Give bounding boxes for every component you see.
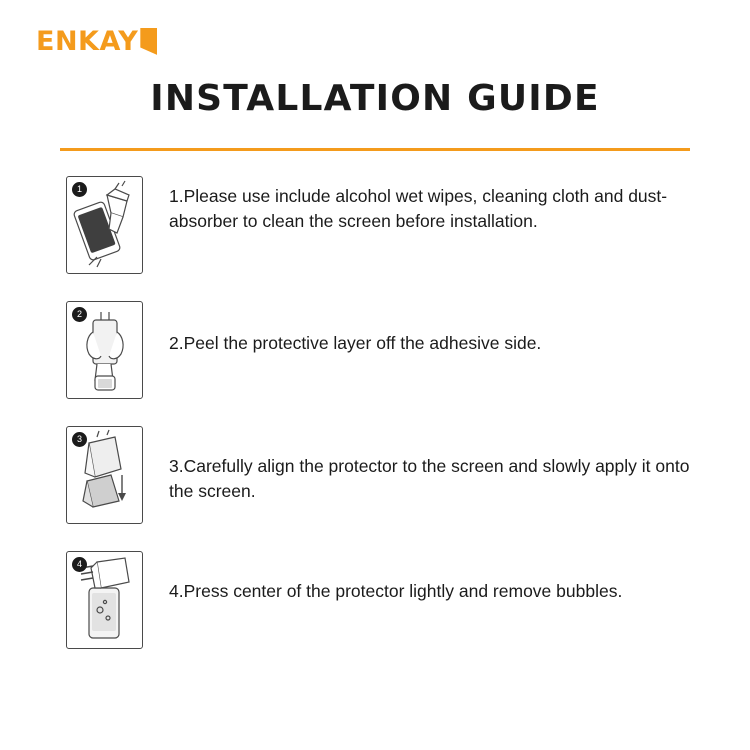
- step-body: Press center of the protector lightly and remove bubbles.: [183, 581, 623, 601]
- step-illustration: [66, 426, 143, 524]
- step-badge: 2: [72, 307, 87, 322]
- step-number: 1.: [169, 186, 184, 206]
- step-number: 3.: [169, 456, 184, 476]
- step-illustration: [66, 551, 143, 649]
- flag-mark-icon: [140, 28, 157, 55]
- step-text: [169, 551, 718, 604]
- page-title: INSTALLATION GUIDE: [150, 78, 600, 119]
- step-badge: 3: [72, 432, 87, 447]
- step-body: Carefully align the protector to the screen and slowly apply it onto the screen.: [169, 456, 690, 501]
- list-item: [0, 426, 750, 524]
- step-text: [169, 426, 718, 504]
- step-number: 2.: [169, 333, 184, 353]
- steps-list: [0, 176, 750, 676]
- step-illustration: [66, 301, 143, 399]
- step-badge: 4: [72, 557, 87, 572]
- step-badge: 1: [72, 182, 87, 197]
- step-body: Please use include alcohol wet wipes, cleaning cloth and dust-absorber to clean the screen before installation.: [169, 186, 668, 231]
- brand-name: ENKAY: [36, 26, 139, 57]
- step-text: [169, 176, 718, 234]
- brand-logo: [36, 26, 157, 57]
- list-item: [0, 301, 750, 399]
- list-item: [0, 176, 750, 274]
- step-text: [169, 301, 718, 356]
- title-divider: [60, 148, 690, 151]
- list-item: [0, 551, 750, 649]
- step-illustration: [66, 176, 143, 274]
- step-number: 4.: [169, 581, 184, 601]
- step-body: Peel the protective layer off the adhesive side.: [183, 333, 542, 353]
